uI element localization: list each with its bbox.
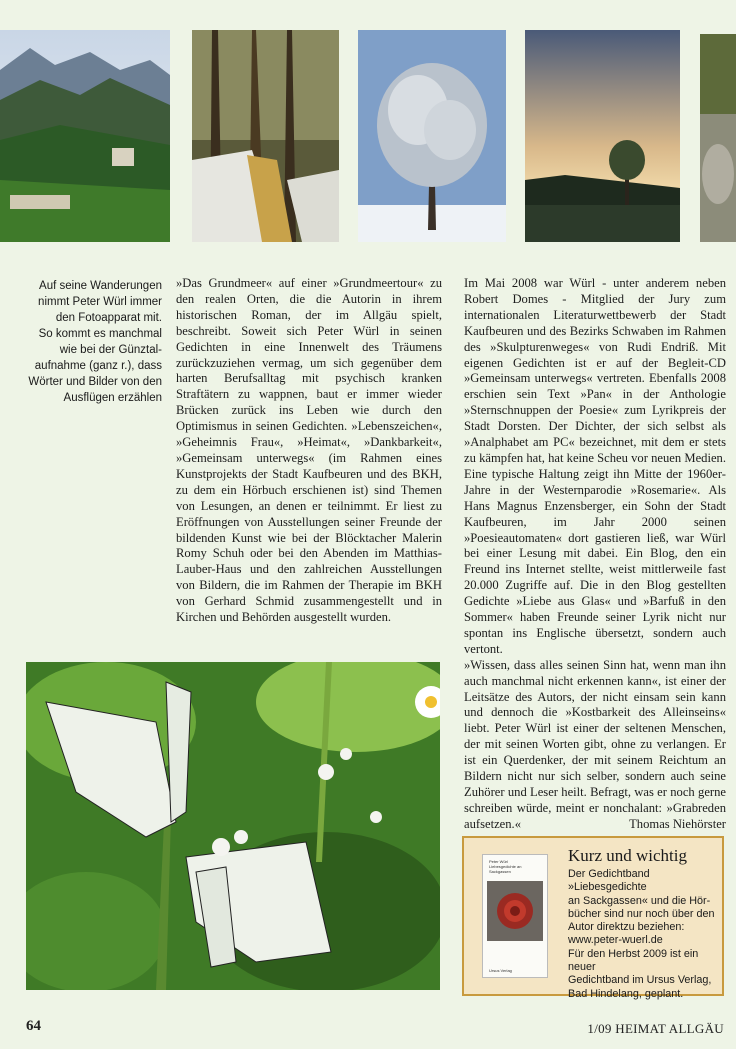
stream-in-winter-forest-photo [192,30,339,242]
info-box-line: Autor direktzu beziehen: [568,921,685,934]
caption-line: Ausflügen erzählen [63,392,162,404]
info-box [462,836,724,1000]
info-box-line: Der Gedichtband »Liebesgedichte [568,868,650,894]
caption-line: Wörter und Bilder von den [28,376,162,388]
butterflies-on-flowers-photo [26,662,440,990]
caption-line: wie bei der Günztal- [59,344,162,356]
info-box-line: an Sackgassen« und die Hör- [568,894,711,907]
caption-line: den Fotoapparat mit. [55,312,162,324]
sunset-with-tree-photo [525,30,680,242]
article-paragraph-text: »Wissen, dass alles seinen Sinn hat, wenn man ihn auch manchmal nicht erkennen kann«, ist einer der Leitsätze des Autors, der nicht einsam sein kann und dennoch die »Kostbarkeit des Alleinseins« liebt. Peter Würl ist einer der seltenen Menschen, der mit seinen Worten gibt, ohne zu verlangen. Er ist ein Querdenker, der mit seinem Reichtum an Bildern nicht nur sich selber, sondern auch seine Zuhörer und Leser heilt. Befragt, was er noch gerne schreiben würde, meint er nonchalant: »Grabreden aufsetzen.« [464,657,726,831]
caption-line: Auf seine Wanderungen [39,280,162,292]
info-box-line: Für den Herbst 2009 ist ein neuer [568,947,699,974]
article-paragraph: Im Mai 2008 war Würl - unter anderem neben Robert Domes - Mitglied der Jury zum internationalen Literaturwettbewerb der Stadt Kaufbeuren und des Bezirks Schwaben im Rahmen des »Skulpturenweges« von Rudi Endriß. Mit eigenen Gedichten ist er auf der Begleit-CD »Gemeinsam unterwegs« vertreten. Ebenfalls 2008 erschien sein Text »Pan« in der Anthologie »Sternschnuppen der Poesie« zum Lyrikpreis der Stadt Dorsten. Der Dichter, der sich selbst als »Analphabet am PC« bezeichnet, mit dem er stets zu kämpfen hat, hat keine Scheu vor neuen Medien. Eine typische Haltung zeigt ihn Mitte der 1960er-Jahre in der Westernparodie »Rosemarie«. Als Hans Magnus Enzensberger, ein Sohn der Stadt Kaufbeuren, im Jahr 2000 seinen »Poesieautomaten« dort gastieren ließ, war Würl bei einer Lesung mit dabei. Ein Blog, den ein Freund ins Internet stellte, weist mittlerweile fast 20.000 Zugriffe auf. Die in den Blog gestellten Gedichte »Liebe aus Glas« und »Barfuß in den Sommer« haben Freunde seiner Lyrik nicht nur spontan ins Englische übersetzt, sondern auch vertont. [464,276,726,656]
article-column-right [464,276,726,833]
book-cover-author: Peter Würl [489,859,508,864]
article-author: Thomas Niehörster [629,816,726,831]
article-column-middle [176,276,442,626]
running-head: 1/09 HEIMAT ALLGÄU [587,1021,724,1036]
info-box-text [568,868,720,1001]
book-cover-publisher: Ursus Verlag [489,968,512,973]
book-cover-art [483,881,547,941]
website-link[interactable]: www.peter-wuerl.de [568,934,663,947]
snowy-tree-photo [358,30,506,242]
article-paragraph [464,658,726,833]
book-cover-title-text: Liebesgedichte an Sackgassen [489,864,522,874]
book-cover-image [482,854,548,978]
info-box-line: bücher sind nur noch über den [568,907,715,920]
info-box-line: Gedichtband im Ursus Verlag, [568,974,712,987]
book-cover-title [483,855,547,874]
article-paragraph: »Das Grundmeer« auf einer »Grundmeertour« zu den realen Orten, die die Autorin in ihrem historischen Roman, der im Allgäu spielt, beschreibt. Soweit sich Peter Würl in seinen Gedichten in eine Innenwelt des Träumens zurückzuziehen vermag, um sich gegenüber dem harten Berufsalltag mit psychisch kranken Straftätern zu wappnen, baut er immer wieder Brücken zurück ins Leben wie durch den Optimismus in seinen Gedichten. »Lebenszeichen«, »Geheimnis Frau«, »Heimat«, »Dankbarkeit«, »Gemeinsam unterwegs« (im Rahmen eines Kunstprojekts der Stadt Kaufbeuren und des BKH, zu dem ein Hörbuch erschienen ist) sind Themen von Lesungen, an denen er teilnimmt. Er liest zu Eröffnungen von Ausstellungen seiner Freunde der bildenden Kunst wie bei der Blöcktacher Malerin Romy Schuh oder bei den Abenden im Matthias-Lauber-Haus und den zahlreichen Ausstellungen von Bildern, die im Rahmen der Therapie im BKH von Gerhard Schmid zusammengestellt und in Kirchen und Behörden ausgestellt wurden. [176,276,442,625]
mountain-valley-photo [0,30,170,242]
page-number: 64 [26,1018,41,1034]
photo-caption [26,278,162,406]
mossy-rock-photo [700,34,736,242]
caption-line: nimmt Peter Würl immer [38,296,162,308]
info-box-title: Kurz und wichtig [568,846,687,865]
caption-line: So kommt es manchmal [38,328,162,340]
caption-line: aufnahme (ganz r.), dass [34,360,162,372]
info-box-line: Bad Hindelang, geplant. [568,987,684,1000]
